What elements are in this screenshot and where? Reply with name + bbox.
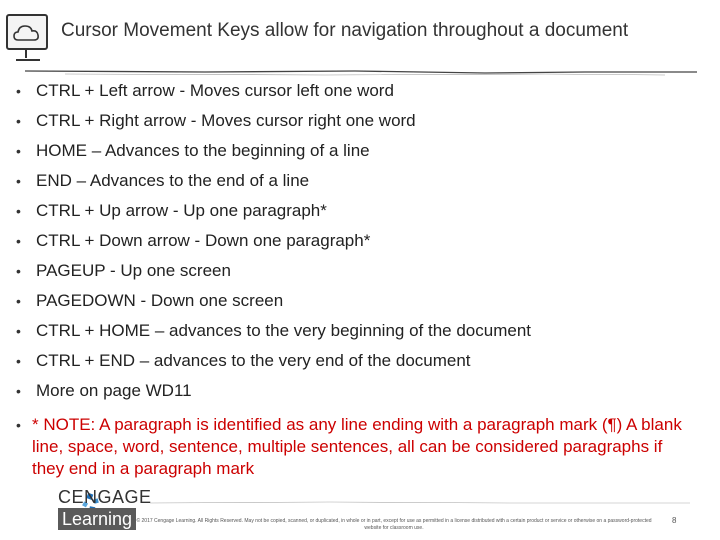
bullet-dot: •: [16, 113, 21, 129]
bullet-list: [16, 80, 531, 410]
bullet-dot: •: [16, 173, 21, 189]
bullet-item: • CTRL + Right arrow - Moves cursor right one word: [16, 111, 416, 130]
bullet-dot: •: [16, 143, 21, 159]
bullet-item: • HOME – Advances to the beginning of a line: [16, 141, 370, 160]
page-title: Cursor Movement Keys allow for navigation throughout a document: [61, 20, 629, 41]
cloud-computer-icon: [6, 14, 52, 66]
bullet-item: • END – Advances to the end of a line: [16, 171, 310, 190]
bullet-dot: •: [16, 203, 21, 219]
cengage-brand-top: CENGAGE: [58, 487, 152, 507]
bullet-dot: •: [16, 353, 21, 369]
bullet-item: • PAGEUP - Up one screen: [16, 261, 231, 280]
bullet-dot: •: [16, 263, 21, 279]
page-number: 8: [672, 516, 677, 525]
bullet-dot: •: [16, 383, 21, 399]
cengage-brand-bottom: Learning: [58, 508, 136, 530]
bullet-item: • CTRL + Up arrow - Up one paragraph*: [16, 201, 327, 220]
bullet-item: • CTRL + Left arrow - Moves cursor left one word: [16, 81, 394, 100]
bullet-dot: •: [16, 233, 21, 249]
paragraph-note: [16, 414, 696, 480]
title-underline: [25, 66, 697, 78]
bullet-item: • More on page WD11: [16, 381, 192, 400]
bullet-item: • CTRL + HOME – advances to the very beginning of the document: [16, 321, 532, 340]
bullet-dot: •: [16, 83, 21, 99]
copyright-notice: © 2017 Cengage Learning. All Rights Reserved. May not be copied, scanned, or duplicated, in whole or in part, except for use as permitted in a license distributed with a certain product or service or otherwise on a password-protected website for classroom use.: [136, 518, 652, 531]
bullet-item: • CTRL + Down arrow - Down one paragraph*: [16, 231, 371, 250]
bullet-dot: •: [16, 417, 21, 433]
bullet-dot: •: [16, 293, 21, 309]
note-text: * NOTE: A paragraph is identified as any line ending with a paragraph mark (¶) A blank line, space, word, sentence, multiple sentences, all can be considered paragraphs if they end in a paragraph mark: [32, 415, 682, 478]
bullet-item: • CTRL + END – advances to the very end of the document: [16, 351, 471, 370]
bullet-dot: •: [16, 323, 21, 339]
bullet-item: • PAGEDOWN - Down one screen: [16, 291, 284, 310]
